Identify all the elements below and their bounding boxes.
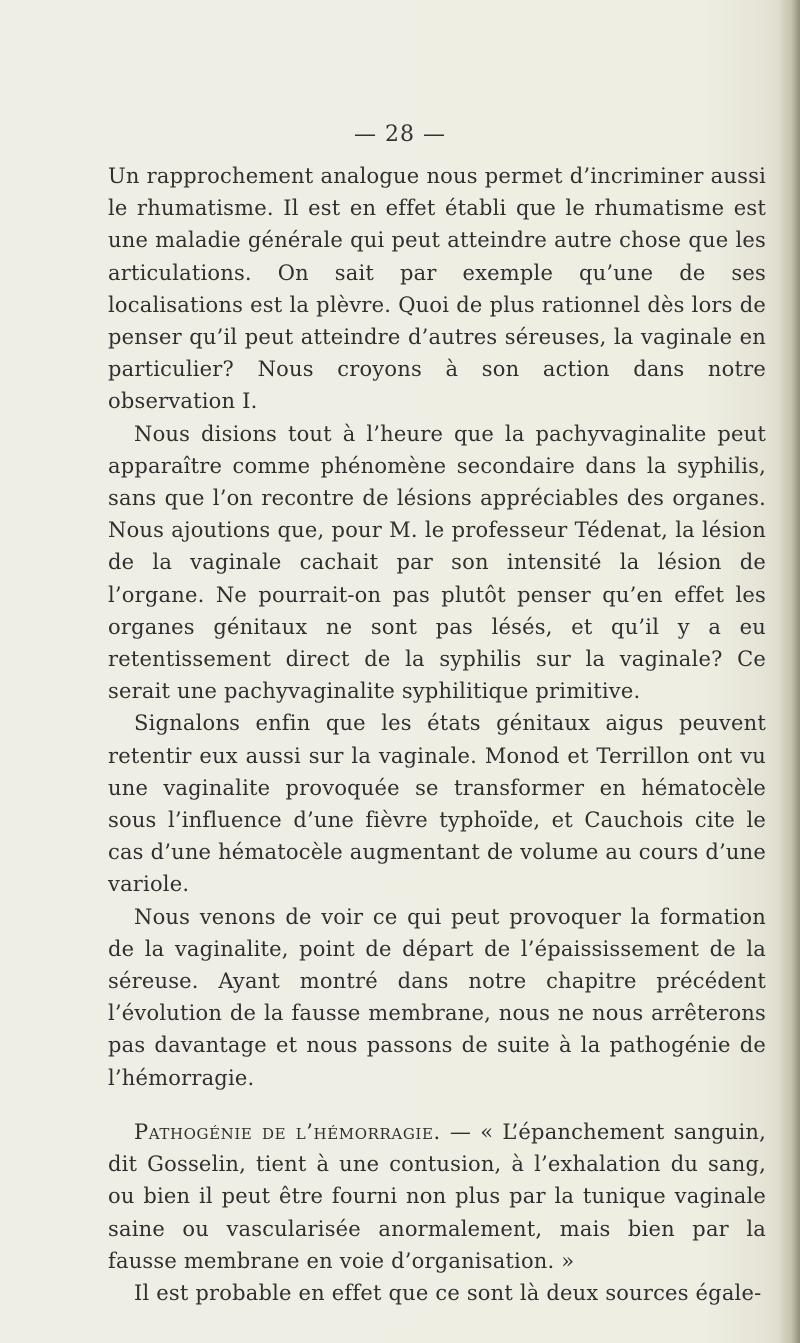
page-edge-shadow xyxy=(778,0,800,1343)
paragraph-1: Un rapprochement analogue nous permet d’incriminer aussi le rhumatisme. Il est en effet établi que le rhumatisme est une maladie générale qui peut atteindre autre chose que les articulations. On sait par exemple qu’une de ses localisations est la plèvre. Quoi de plus rationnel dès lors de penser qu’il peut atteindre d’autres séreuses, la vaginale en particulier? Nous croyons à son action dans notre observation I. xyxy=(108,164,766,414)
section-paragraph xyxy=(108,1116,766,1277)
section-heading: Pathogénie de l’hémorragie. xyxy=(134,1119,441,1144)
paragraph-4: Nous venons de voir ce qui peut provoquer la formation de la vaginalite, point de départ de l’épaississement de la séreuse. Ayant montré dans notre chapitre précédent l’évolution de la fausse membrane, nous ne nous arrêterons pas davantage et nous passons de suite à la pathogénie de l’hémorragie. xyxy=(108,904,766,1090)
paragraph-2: Nous disions tout à l’heure que la pachyvaginalite peut apparaître comme phénomène secondaire dans la syphilis, sans que l’on recontre de lésions appréciables des organes. Nous ajoutions que, pour M. le professeur Tédenat, la lésion de la vaginale cachait par son intensité la lésion de l’organe. Ne pourrait-on pas plutôt penser qu’en effet les organes génitaux ne sont pas lésés, et qu’il y a eu retentissement direct de la syphilis sur la vaginale? Ce serait une pachyvaginalite syphilitique primitive. xyxy=(108,421,766,704)
continuation-paragraph: Il est probable en effet que ce sont là deux sources égale- xyxy=(134,1280,762,1305)
paragraph-3: Signalons enfin que les états génitaux aigus peuvent retentir eux aussi sur la vaginale. Monod et Terrillon ont vu une vaginalite provoquée se transformer en hématocèle sous l’influence d’une fièvre typhoïde, et Cauchois cite le cas d’une hématocèle augmentant de volume au cours d’une variole. xyxy=(108,711,766,897)
body-text xyxy=(108,160,766,1309)
page-number: — 28 — xyxy=(354,122,446,147)
section-body: — « L’épanchement sanguin, dit Gosselin, tient à une contusion, à l’exhalation du sang, ou bien il peut être fourni non plus par la tunique vaginale saine ou vascularisée anormalement, mais bien par la fausse membrane en voie d’organisation. » xyxy=(108,1119,766,1273)
